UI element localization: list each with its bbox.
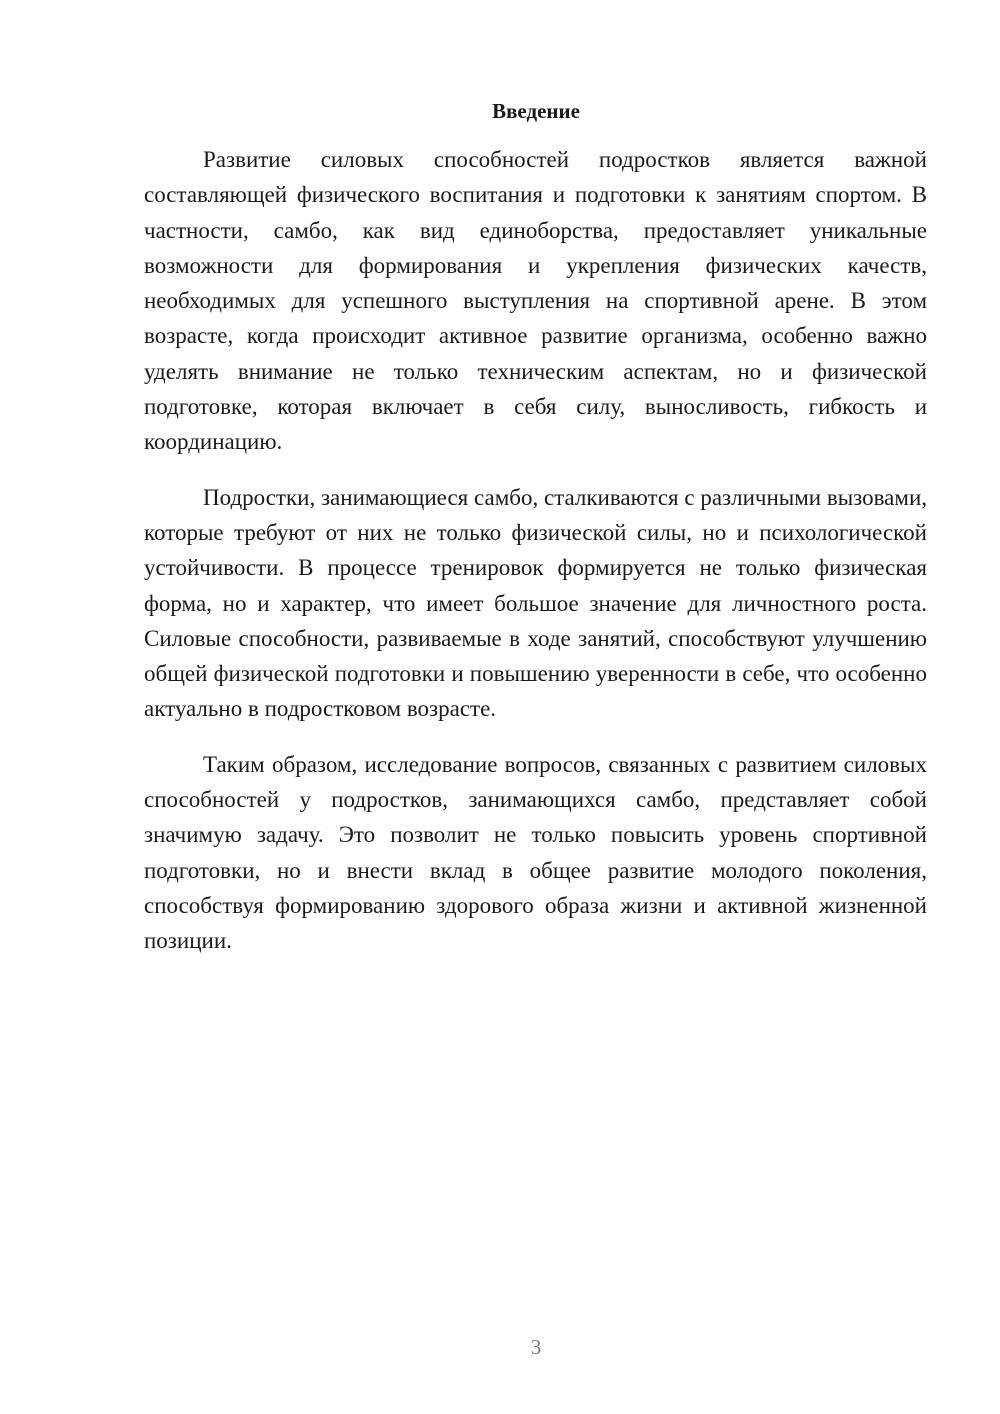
paragraph-3: Таким образом, исследование вопросов, связанных с развитием силовых способностей у подростков, занимающихся самбо, представляет собой значимую задачу. Это позволит не только повысить уровень спортивной подготовки, но и внести вклад в общее развитие молодого поколения, способствуя формированию здорового образа жизни и активной жизненной позиции. (144, 751, 927, 954)
page-number: 3 (530, 1335, 542, 1359)
paragraph-1: Развитие силовых способностей подростков является важной составляющей физического воспитания и подготовки к занятиям спортом. В частности, самбо, как вид единоборства, предоставляет уникальные возможности для формирования и укрепления физических качеств, необходимых для успешного выступления на спортивной арене. В этом возрасте, когда происходит активное развитие организма, особенно важно уделять внимание не только техническим аспектам, но и физической подготовке, которая включает в себя силу, выносливость, гибкость и координацию. (144, 147, 927, 455)
paragraph-2: Подростки, занимающиеся самбо, сталкиваются с различными вызовами, которые требуют от них не только физической силы, но и психологической устойчивости. В процессе тренировок формируется не только физическая форма, но и характер, что имеет большое значение для личностного роста. Силовые способности, развиваемые в ходе занятий, способствуют улучшению общей физической подготовки и повышению уверенности в себе, что особенно актуально в подростковом возрасте. (144, 484, 928, 722)
body-text (144, 142, 927, 979)
section-heading: Введение (492, 99, 580, 123)
